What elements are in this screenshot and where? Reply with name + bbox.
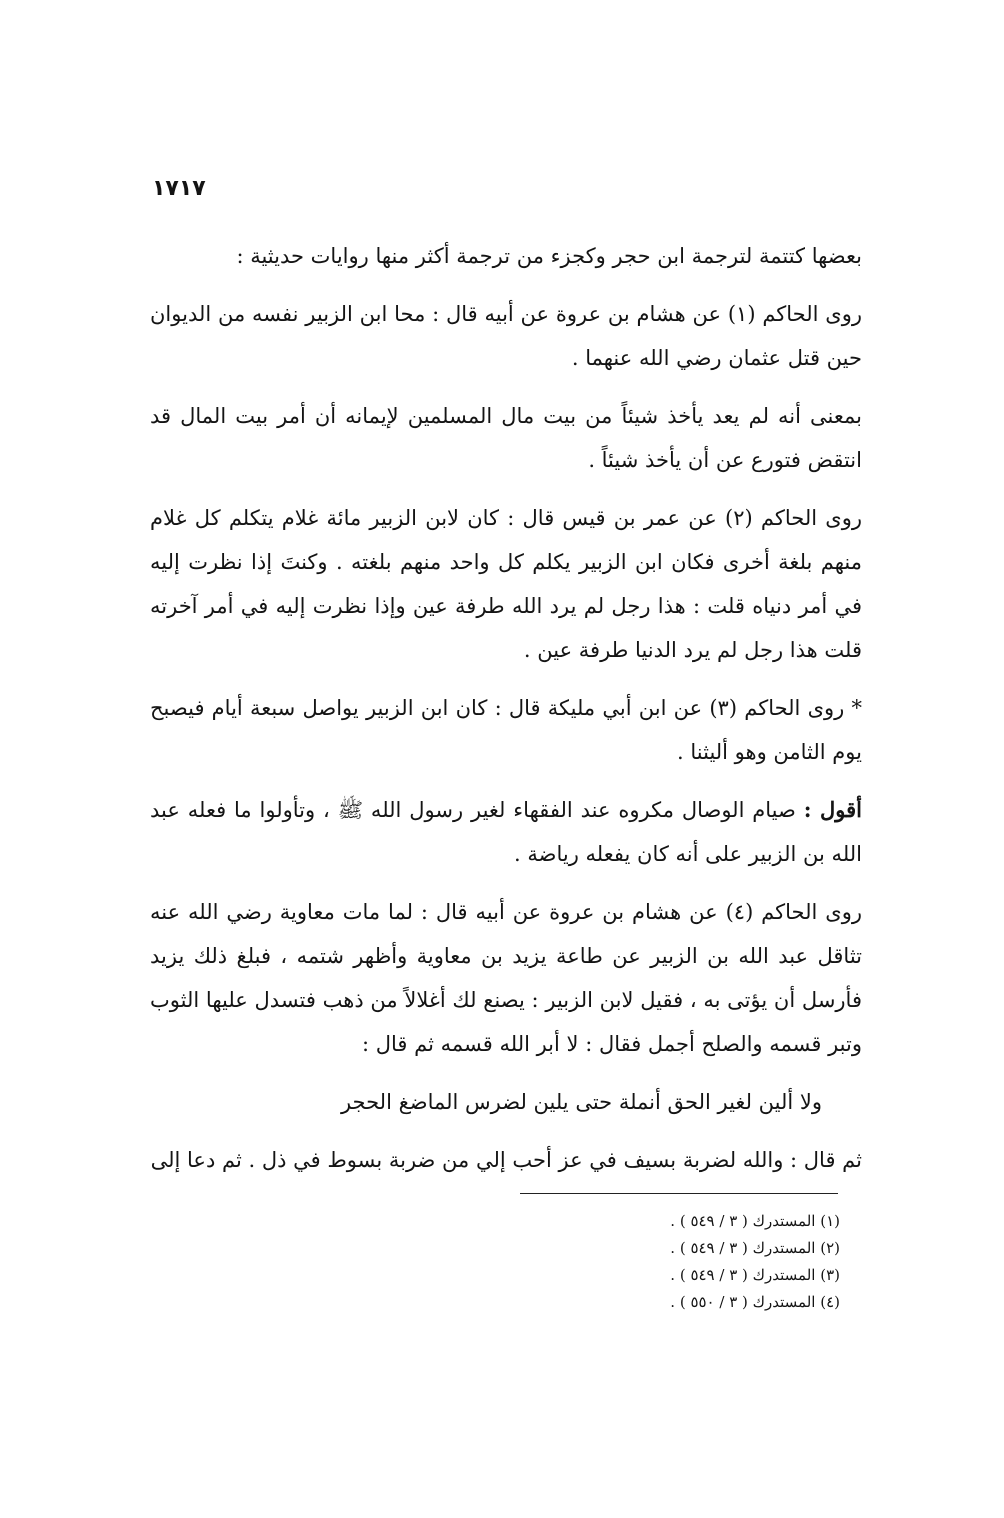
footnotes: [420, 1208, 840, 1316]
footnote-1: (١) المستدرك ( ٣ / ٥٤٩ ) .: [670, 1212, 840, 1230]
footnote-4: (٤) المستدرك ( ٣ / ٥٥٠ ) .: [670, 1293, 840, 1311]
poetry-verse: ولا ألين لغير الحق أنملة حتى يلين لضرس الماضغ الحجر: [340, 1090, 822, 1114]
body-text: [150, 234, 862, 1196]
paragraph-hakim-4: روى الحاكم (٤) عن هشام بن عروة عن أبيه قال : لما مات معاوية رضي الله عنه تثاقل عبد الله بن الزبير عن طاعة يزيد بن معاوية وأظهر شتمه ، فبلغ ذلك يزيد فأرسل أن يؤتى به ، فقيل لابن الزبير : يصنع لك أغلالاً من ذهب فتسدل عليها الثوب وتبر قسمه والصلح أجمل فقال : لا أبر الله قسمه ثم قال :: [150, 900, 862, 1056]
paragraph-last: ثم قال : والله لضربة بسيف في عز أحب إلي من ضربة بسوط في ذل . ثم دعا إلى: [150, 1148, 862, 1172]
qawl-text: صيام الوصال مكروه عند الفقهاء لغير رسول الله ﷺ ، وتأولوا ما فعله عبد الله بن الزبير على أنه كان يفعله رياضة .: [150, 798, 862, 866]
footnote-divider: [520, 1193, 838, 1194]
paragraph-intro: بعضها كتتمة لترجمة ابن حجر وكجزء من ترجمة أكثر منها روايات حديثية :: [236, 244, 862, 268]
page-number: ١٧١٧: [152, 176, 206, 201]
footnote-3: (٣) المستدرك ( ٣ / ٥٤٩ ) .: [670, 1266, 840, 1284]
paragraph-hakim-2: روى الحاكم (٢) عن عمر بن قيس قال : كان لابن الزبير مائة غلام يتكلم كل غلام منهم بلغة أخرى فكان ابن الزبير يكلم كل واحد منهم بلغته . وكنتَ إذا نظرت إليه في أمر دنياه قلت : هذا رجل لم يرد الله طرفة عين وإذا نظرت إليه في أمر آخرته قلت هذا رجل لم يرد الدنيا طرفة عين .: [150, 506, 862, 662]
paragraph-hakim-3: * روى الحاكم (٣) عن ابن أبي مليكة قال : كان ابن الزبير يواصل سبعة أيام فيصبح يوم الثامن وهو أليثنا .: [150, 696, 862, 764]
qawl-label: أقول :: [803, 797, 862, 822]
footnote-2: (٢) المستدرك ( ٣ / ٥٤٩ ) .: [670, 1239, 840, 1257]
paragraph-explanation: بمعنى أنه لم يعد يأخذ شيئاً من بيت مال المسلمين لإيمانه أن أمر بيت المال قد انتقض فتورع عن أن يأخذ شيئاً .: [150, 404, 862, 472]
paragraph-hakim-1: روى الحاكم (١) عن هشام بن عروة عن أبيه قال : محا ابن الزبير نفسه من الديوان حين قتل عثمان رضي الله عنهما .: [150, 302, 862, 370]
paragraph-qawl: [150, 788, 862, 876]
